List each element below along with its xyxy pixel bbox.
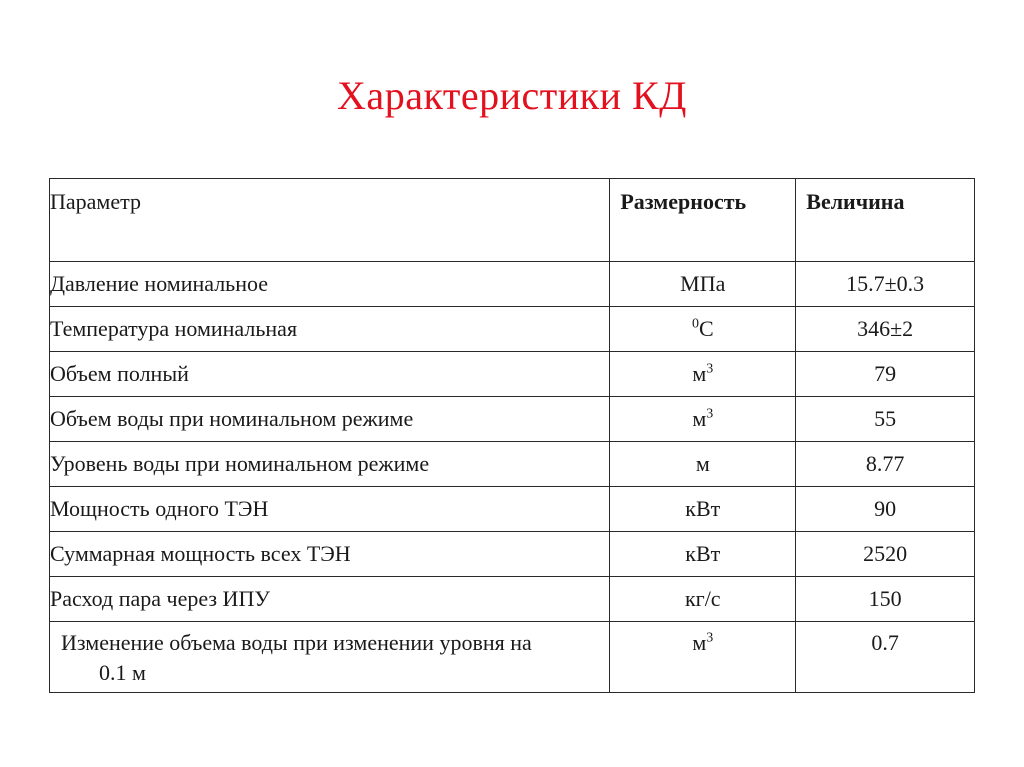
cell-unit (610, 532, 796, 577)
unit-text: МПа (680, 271, 726, 296)
unit-superscript: 3 (706, 406, 714, 422)
cell-parameter: Уровень воды при номинальном режиме (50, 442, 610, 487)
cell-parameter: Объем полный (50, 352, 610, 397)
header-parameter: Параметр (50, 179, 610, 262)
cell-unit (610, 262, 796, 307)
unit-text: кВт (685, 496, 721, 521)
cell-value: 0.7 (796, 622, 975, 693)
cell-parameter: Мощность одного ТЭН (50, 487, 610, 532)
cell-parameter: Температура номинальная (50, 307, 610, 352)
cell-unit (610, 487, 796, 532)
cell-value: 8.77 (796, 442, 975, 487)
cell-value: 346±2 (796, 307, 975, 352)
cell-value: 15.7±0.3 (796, 262, 975, 307)
table-row (50, 262, 975, 307)
cell-value: 2520 (796, 532, 975, 577)
table-header-row (50, 179, 975, 262)
cell-unit (610, 622, 796, 693)
cell-value: 55 (796, 397, 975, 442)
unit-text: м (692, 361, 707, 386)
header-value: Величина (796, 179, 975, 262)
cell-parameter: Расход пара через ИПУ (50, 577, 610, 622)
header-unit: Размерность (610, 179, 796, 262)
unit-superscript: 3 (706, 630, 714, 646)
cell-value: 150 (796, 577, 975, 622)
cell-parameter: Объем воды при номинальном режиме (50, 397, 610, 442)
table-row (50, 352, 975, 397)
cell-parameter: Давление номинальное (50, 262, 610, 307)
cell-unit (610, 442, 796, 487)
unit-text: м (692, 406, 707, 431)
unit-text: кВт (685, 541, 721, 566)
table-row (50, 397, 975, 442)
unit-text: кг/с (684, 586, 721, 611)
unit-text: C (698, 316, 714, 341)
cell-unit (610, 307, 796, 352)
slide-title: Характеристики КД (337, 73, 687, 118)
unit-text: м (692, 630, 707, 655)
table-row (50, 442, 975, 487)
cell-value: 79 (796, 352, 975, 397)
parameter-line-1: Изменение объема воды при изменении уровня на (61, 630, 532, 655)
unit-text: м (695, 451, 710, 476)
table-row (50, 307, 975, 352)
parameter-line-2: 0.1 м (99, 660, 146, 685)
table-row (50, 532, 975, 577)
cell-unit (610, 577, 796, 622)
cell-unit (610, 397, 796, 442)
unit-superscript: 0 (691, 316, 699, 332)
cell-parameter (50, 622, 610, 693)
cell-unit (610, 352, 796, 397)
parameters-table (49, 178, 975, 693)
cell-parameter: Суммарная мощность всех ТЭН (50, 532, 610, 577)
unit-superscript: 3 (706, 361, 714, 377)
cell-value: 90 (796, 487, 975, 532)
table-row (50, 622, 975, 693)
table-row (50, 487, 975, 532)
table-row (50, 577, 975, 622)
